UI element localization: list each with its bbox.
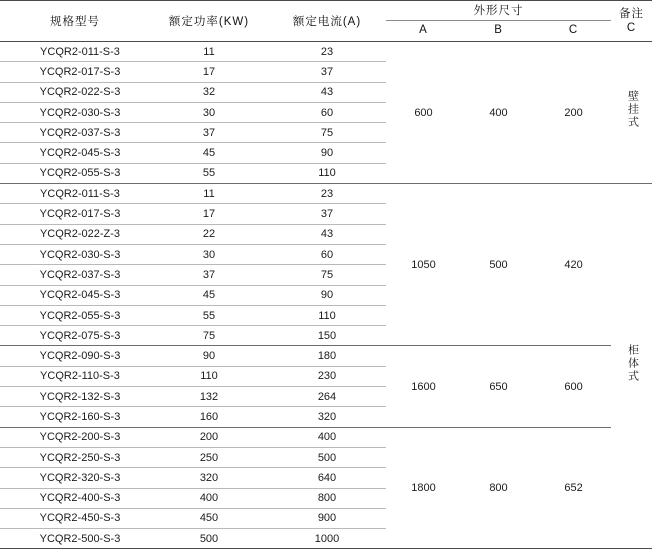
- cell-power: 30: [202, 106, 216, 119]
- cell-power: 17: [202, 65, 216, 78]
- cell-current: 400: [317, 431, 337, 444]
- cell-current: 23: [320, 45, 334, 58]
- cell-dimension-c: 200: [564, 106, 583, 119]
- header-note-sub: C: [626, 22, 637, 34]
- cell-model: YCQR2-045-S-3: [39, 147, 121, 160]
- cell-current: 43: [320, 86, 334, 99]
- table-row: [0, 42, 652, 62]
- cell-current: 640: [317, 471, 337, 484]
- cell-current: 320: [317, 410, 337, 423]
- cell-current: 150: [317, 329, 337, 342]
- table-header: [0, 1, 652, 42]
- cell-current: 60: [320, 106, 334, 119]
- cell-model: YCQR2-075-S-3: [39, 329, 121, 342]
- header-current: 额定电流(A): [292, 16, 362, 28]
- cell-model: YCQR2-160-S-3: [39, 410, 121, 423]
- cell-model: YCQR2-037-S-3: [39, 126, 121, 139]
- cell-current: 37: [320, 65, 334, 78]
- cell-dimension-a: 600: [414, 106, 433, 119]
- cell-power: 320: [199, 471, 219, 484]
- cell-current: 110: [318, 309, 336, 322]
- header-model: 规格型号: [50, 16, 100, 28]
- cell-power: 500: [199, 532, 219, 545]
- cell-dimension-c: 600: [564, 380, 583, 393]
- cell-dimension-c: 652: [564, 482, 583, 495]
- cell-model: YCQR2-017-S-3: [39, 65, 121, 78]
- header-dim-b: B: [494, 24, 503, 36]
- cell-model: YCQR2-055-S-3: [39, 167, 121, 180]
- cell-dimension-b: 400: [489, 106, 508, 119]
- cell-model: YCQR2-110-S-3: [40, 370, 120, 383]
- cell-model: YCQR2-022-Z-3: [39, 228, 121, 241]
- header-dim-a: A: [419, 24, 428, 36]
- cell-model: YCQR2-055-S-3: [39, 309, 121, 322]
- cell-power: 11: [203, 45, 215, 58]
- cell-model: YCQR2-320-S-3: [39, 471, 121, 484]
- cell-model: YCQR2-200-S-3: [39, 431, 121, 444]
- cell-current: 23: [320, 187, 334, 200]
- cell-power: 200: [199, 431, 219, 444]
- cell-dimension-b: 650: [489, 380, 508, 393]
- cell-dimension-b: 800: [489, 482, 508, 495]
- cell-power: 45: [202, 147, 216, 160]
- cell-power: 400: [199, 492, 219, 505]
- header-outer-dimensions: [386, 1, 611, 42]
- cell-note: 柜体式: [626, 343, 639, 383]
- header-power: 额定功率(KW): [168, 16, 250, 28]
- cell-current: 43: [320, 228, 334, 241]
- cell-power: 90: [202, 350, 216, 363]
- cell-current: 800: [317, 492, 337, 505]
- cell-model: YCQR2-030-S-3: [39, 248, 121, 261]
- cell-model: YCQR2-400-S-3: [39, 492, 121, 505]
- cell-model: YCQR2-250-S-3: [39, 451, 121, 464]
- cell-current: 110: [318, 167, 336, 180]
- cell-power: 75: [202, 329, 216, 342]
- cell-power: 37: [202, 126, 216, 139]
- cell-model: YCQR2-022-S-3: [39, 86, 121, 99]
- cell-model: YCQR2-037-S-3: [39, 268, 121, 281]
- cell-power: 250: [199, 451, 219, 464]
- header-note: [611, 1, 652, 42]
- cell-current: 900: [317, 512, 337, 525]
- cell-model: YCQR2-011-S-3: [40, 187, 120, 200]
- table-row: [0, 184, 652, 204]
- cell-model: YCQR2-132-S-3: [39, 390, 121, 403]
- cell-dimension-b: 500: [489, 258, 508, 271]
- cell-power: 55: [202, 167, 216, 180]
- cell-current: 500: [317, 451, 337, 464]
- cell-power: 11: [203, 187, 215, 200]
- cell-model: YCQR2-450-S-3: [39, 512, 121, 525]
- cell-dimension-a: 1600: [411, 380, 436, 393]
- cell-current: 37: [320, 208, 334, 221]
- cell-power: 32: [202, 86, 216, 99]
- cell-current: 75: [320, 126, 334, 139]
- cell-power: 160: [199, 410, 219, 423]
- header-note-title: 备注: [619, 7, 645, 20]
- cell-power: 22: [202, 228, 216, 241]
- cell-dimension-a: 1800: [411, 482, 436, 495]
- cell-current: 75: [320, 268, 334, 281]
- cell-power: 110: [200, 370, 218, 383]
- cell-power: 45: [202, 289, 216, 302]
- header-dim-c: C: [568, 24, 579, 36]
- cell-model: YCQR2-500-S-3: [39, 532, 121, 545]
- cell-model: YCQR2-090-S-3: [39, 350, 121, 363]
- cell-current: 264: [317, 390, 337, 403]
- cell-power: 30: [202, 248, 216, 261]
- cell-current: 60: [320, 248, 334, 261]
- cell-current: 230: [317, 370, 337, 383]
- cell-dimension-a: 1050: [411, 258, 436, 271]
- cell-dimension-c: 420: [564, 258, 583, 271]
- cell-power: 17: [202, 208, 216, 221]
- table-row: [0, 346, 652, 366]
- header-outer-dimensions-title: 外形尺寸: [386, 1, 611, 21]
- table-row: [0, 427, 652, 447]
- cell-current: 180: [317, 350, 337, 363]
- cell-model: YCQR2-030-S-3: [39, 106, 121, 119]
- cell-power: 37: [202, 268, 216, 281]
- cell-model: YCQR2-045-S-3: [39, 289, 121, 302]
- cell-power: 55: [202, 309, 216, 322]
- cell-model: YCQR2-011-S-3: [40, 45, 120, 58]
- cell-note: 壁挂式: [626, 90, 639, 130]
- table-header-row: [0, 1, 652, 42]
- cell-current: 90: [320, 289, 334, 302]
- cell-current: 1000: [314, 532, 340, 545]
- cell-model: YCQR2-017-S-3: [39, 208, 121, 221]
- table-body: [0, 42, 652, 549]
- cell-current: 90: [320, 147, 334, 160]
- cell-power: 450: [199, 512, 219, 525]
- cell-power: 132: [199, 390, 219, 403]
